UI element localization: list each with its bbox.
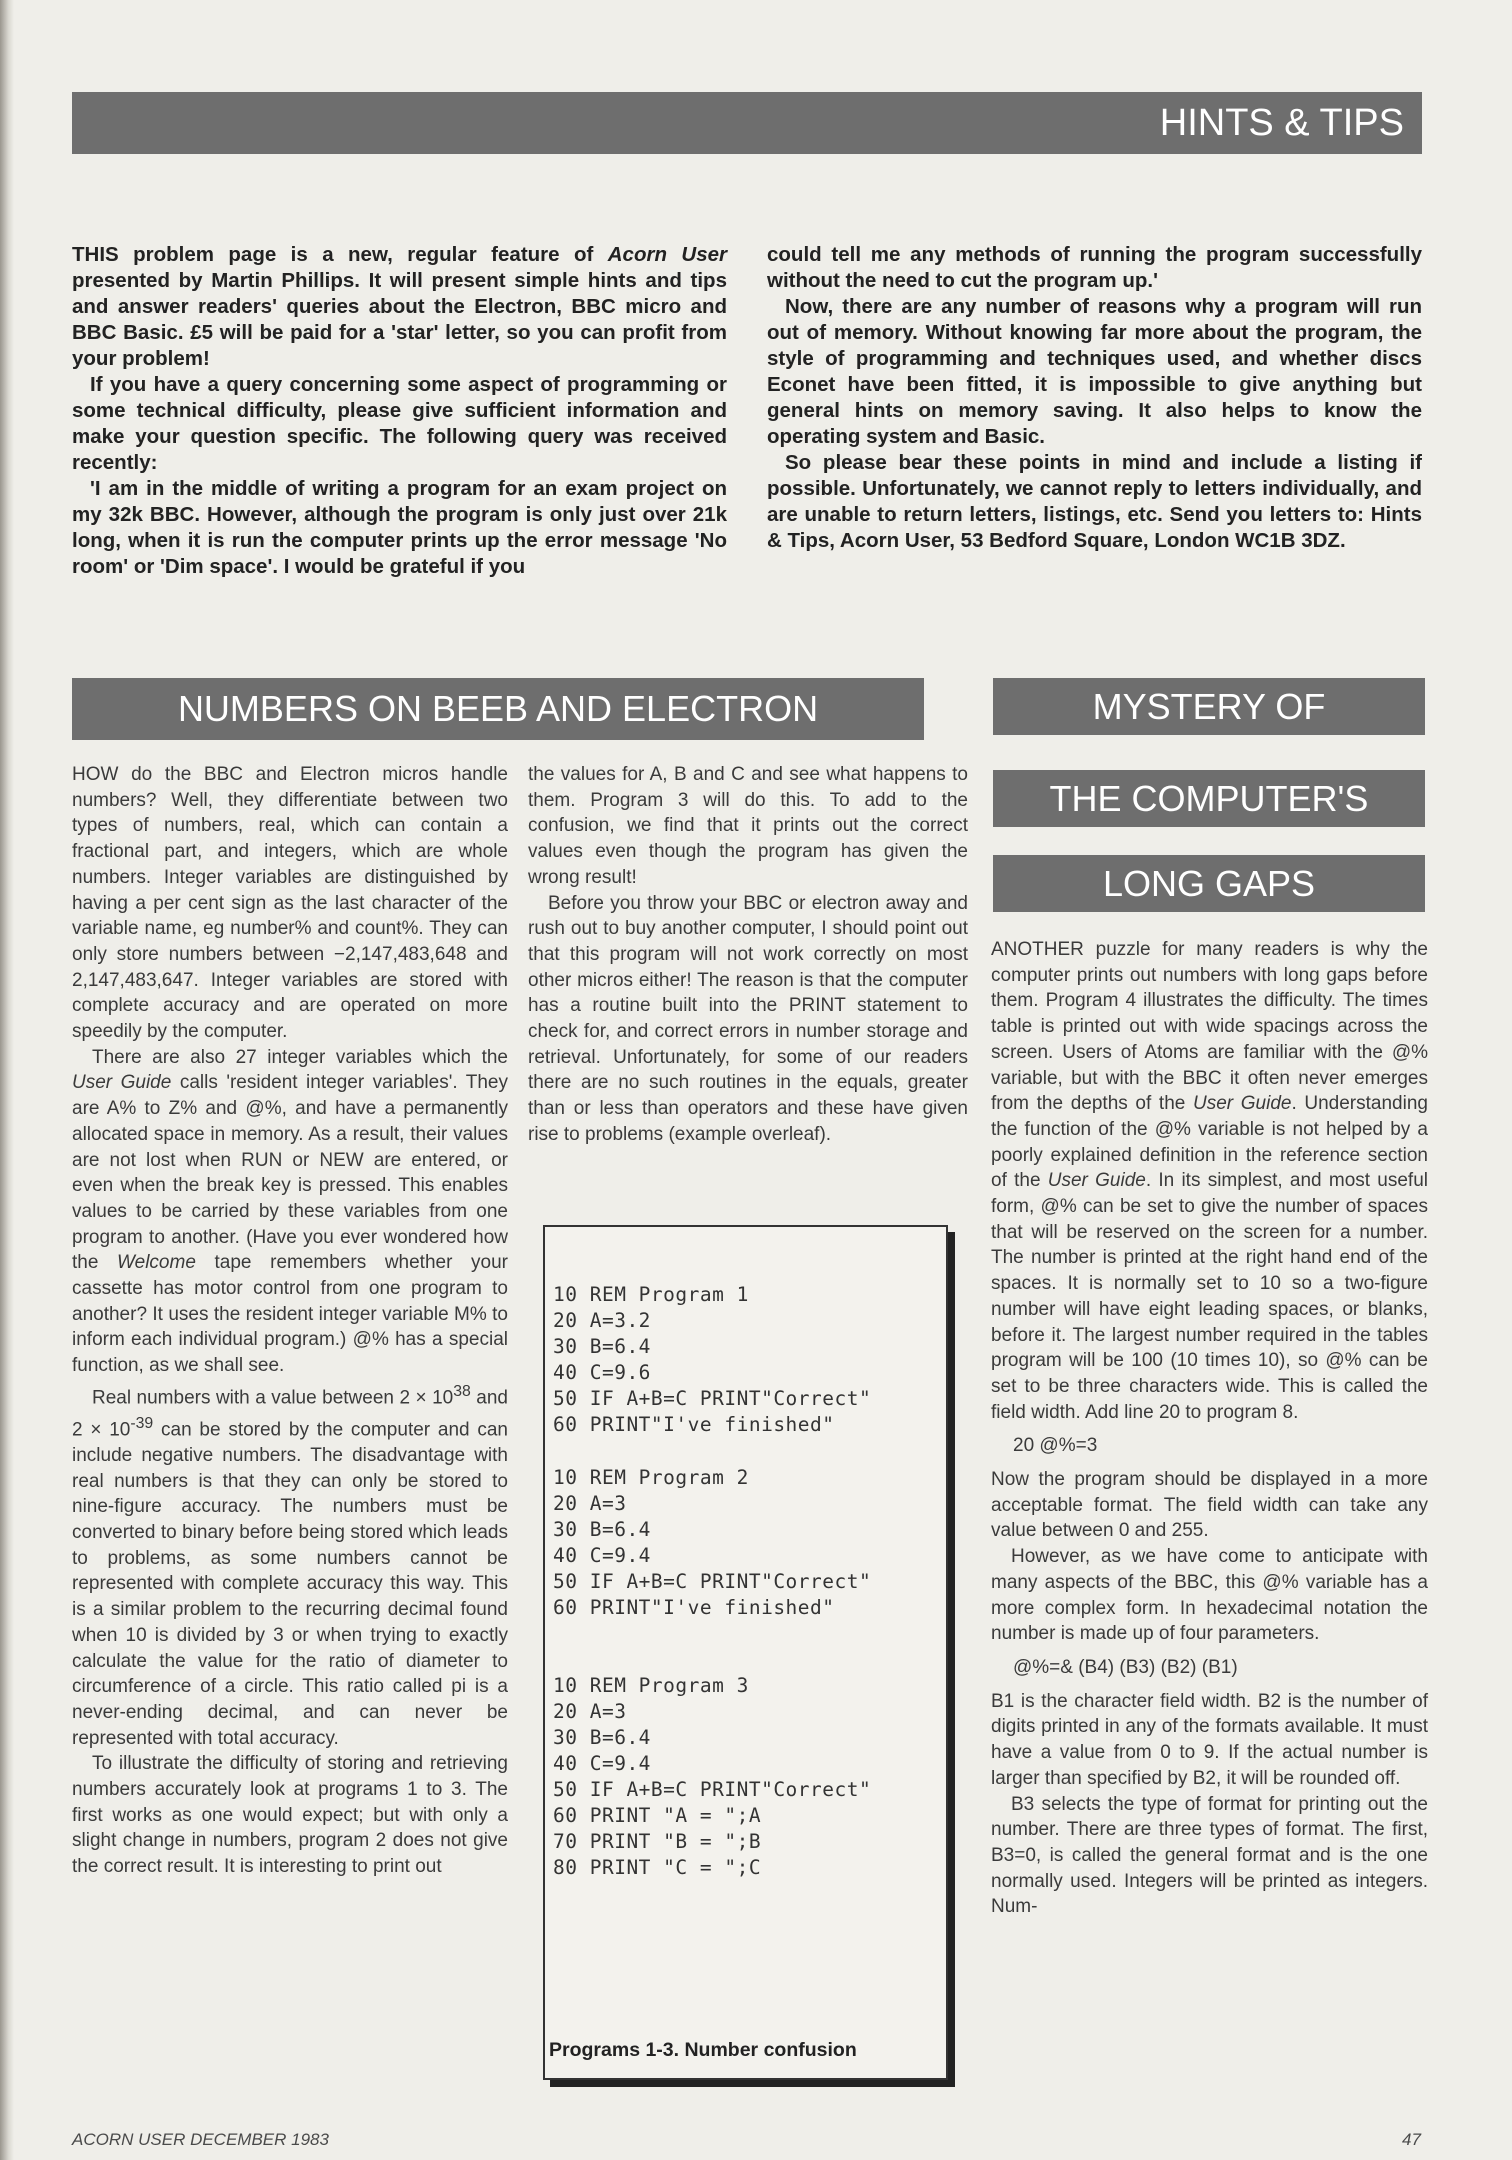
article-title-line-3: LONG GAPS xyxy=(993,855,1425,912)
body-paragraph: Now the program should be displayed in a more acceptable format. The field width can take any value between 0 and 255. xyxy=(991,1469,1428,1542)
intro-paragraph: Now, there are any number of reasons why a program will run out of memory. Without knowing far more about the program, the style of programming and techniques used, and whether discs Econet have been fitted, it is impossible to give anything but general hints on memory saving. It also helps to know the operating system and Basic. xyxy=(767,295,1422,448)
page-number: 47 xyxy=(1402,2130,1421,2149)
intro-paragraph: So please bear these points in mind and include a listing if possible. Unfortunately, we cannot reply to letters individually, and are unable to return letters, listings, etc. Send you letters to: Hints & Tips, Acorn User, 53 Bedford Square, London WC1B 3DZ. xyxy=(767,451,1422,552)
intro-paragraph: 'I am in the middle of writing a program for an exam project on my 32k BBC. However, although the program is only just over 21k long, when it is run the computer prints up the error message 'No room' or 'Dim space'. I would be grateful if you xyxy=(72,477,727,578)
section-header-bar xyxy=(72,92,1422,154)
body-paragraph: HOW do the BBC and Electron micros handle numbers? Well, they differentiate between two types of numbers, real, which can contain a fractional part, and integers, which are whole numbers. Integer variables are distinguished by having a per cent sign as the last character of the variable name, eg number% and count%. They can only store numbers between −2,147,483,648 and 2,147,483,647. Integer variables are stored with complete accuracy and are operated on more speedily by the computer. xyxy=(72,764,508,1043)
intro-paragraph: THIS problem page is a new, regular feature of Acorn User presented by Martin Phillips. It will present simple hints and tips and answer readers' queries about the Electron, BBC micro and BBC Basic. £5 will be paid for a 'star' letter, so you can profit from your problem! xyxy=(72,243,727,370)
article1-column-1 xyxy=(72,762,508,1880)
body-paragraph: B1 is the character field width. B2 is the number of digits printed in any of the formats available. It must have a value from 0 to 9. If the actual number is larger than specified by B2, it will be rounded off. xyxy=(991,1690,1428,1789)
section-title: HINTS & TIPS xyxy=(1159,102,1404,144)
body-paragraph: the values for A, B and C and see what happens to them. Program 3 will do this. To add to the confusion, we find that it prints out the correct values even though the program has given the wrong result! xyxy=(528,764,968,888)
body-paragraph: There are also 27 integer variables which the User Guide calls 'resident integer variables'. They are A% to Z% and @%, and have a permanently allocated space in memory. As a result, their values are not lost when RUN or NEW are entered, or even when the break key is pressed. This enables values to be carried by these variables from one program to another. (Have you ever wondered how the Welcome tape remembers whether your cassette has motor control from one program to another? It uses the resident integer variable M% to inform each individual program.) @% has a special function, as we shall see. xyxy=(72,1046,508,1377)
body-paragraph: Before you throw your BBC or electron away and rush out to buy another computer, I should point out that this program will not work correctly on most other micros either! The reason is that the computer has a routine built into the PRINT statement to check for, and correct errors in number storage and retrieval. Unfortunately, for some of our readers there are no such routines in the equals, greater than or less than operators and these have given rise to problems (example overleaf). xyxy=(528,892,968,1145)
intro-paragraph: could tell me any methods of running the program successfully without the need to cut the program up.' xyxy=(767,243,1422,292)
intro-column-right xyxy=(767,242,1422,554)
article2-column xyxy=(991,937,1428,1920)
program-2-listing: 10 REM Program 2 20 A=3 30 B=6.4 40 C=9.4 50 IF A+B=C PRINT"Correct" 60 PRINT"I've finished" xyxy=(553,1466,872,1619)
article-title-line-1: MYSTERY OF xyxy=(993,678,1425,735)
program-1-listing: 10 REM Program 1 20 A=3.2 30 B=6.4 40 C=9.6 50 IF A+B=C PRINT"Correct" 60 PRINT"I've finished" xyxy=(553,1283,872,1436)
body-paragraph: ANOTHER puzzle for many readers is why the computer prints out numbers with long gaps before them. Program 4 illustrates the difficulty. The times table is printed out with wide spacings across the screen. Users of Atoms are familiar with the @% variable, but with the BBC it often never emerges from the depths of the User Guide. Understanding the function of the @% variable is not helped by a poorly explained definition in the reference section of the User Guide. In its simplest, and most useful form, @% can be set to give the number of spaces that will be reserved on the screen for a number. The number is printed at the right hand end of the spaces. It is normally set to 10 so a two-figure number will have eight leading spaces, or blanks, before it. The largest number required in the tables program will be 100 (10 times 10), so @% can be set to be three characters wide. This is called the field width. Add line 20 to program 8. xyxy=(991,939,1428,1423)
intro-paragraph: If you have a query concerning some aspect of programming or some technical difficulty, please give sufficient information and make your question specific. The following query was received recently: xyxy=(72,373,727,474)
intro-column-left xyxy=(72,242,727,580)
body-paragraph: B3 selects the type of format for printing out the number. There are three types of format. The first, B3=0, is called the general format and is the one normally used. Integers will be printed as integers. Num- xyxy=(991,1793,1428,1918)
body-paragraph: Real numbers with a value between $2 \times 10^{38}$ and $2 \times 10^{-39}$ can be stored by the computer and can include negative numbers. The disadvantage with real numbers is that they can only be stored to nine-figure accuracy. The numbers must be converted to binary before being stored which leads to problems, as some numbers cannot be represented with complete accuracy this way. This is a similar problem to the recurring decimal found when 10 is divided by 3 or when trying to exactly calculate the value for the ratio of diameter to circumference of a circle. This ratio called pi is a never-ending decimal, and can never be represented with total accuracy. xyxy=(72,1382,509,1749)
program-3-listing: 10 REM Program 3 20 A=3 30 B=6.4 40 C=9.4 50 IF A+B=C PRINT"Correct" 60 PRINT "A = ";A 70 PRINT "B = ";B 80 PRINT "C = ";C xyxy=(553,1674,872,1879)
article-title-numbers: NUMBERS ON BEEB AND ELECTRON xyxy=(72,678,924,740)
program-listing-box xyxy=(543,1225,948,2080)
page-spine-shadow xyxy=(0,0,14,2160)
article-title-line-2: THE COMPUTER'S xyxy=(993,770,1425,827)
article1-column-2 xyxy=(528,762,968,1148)
listing-caption: Programs 1-3. Number confusion xyxy=(549,2039,857,2061)
footer-issue: ACORN USER DECEMBER 1983 xyxy=(72,2130,329,2149)
body-paragraph: However, as we have come to anticipate with many aspects of the BBC, this @% variable has a more complex form. In hexadecimal notation the number is made up of four parameters. xyxy=(991,1546,1428,1645)
code-line: 20 @%=3 xyxy=(1013,1435,1098,1457)
body-paragraph: To illustrate the difficulty of storing and retrieving numbers accurately look at programs 1 to 3. The first works as one would expect; but with only a slight change in numbers, program 2 does not give the correct result. It is interesting to print out xyxy=(72,1753,508,1878)
code-line: @%=& (B4) (B3) (B2) (B1) xyxy=(1013,1656,1238,1678)
